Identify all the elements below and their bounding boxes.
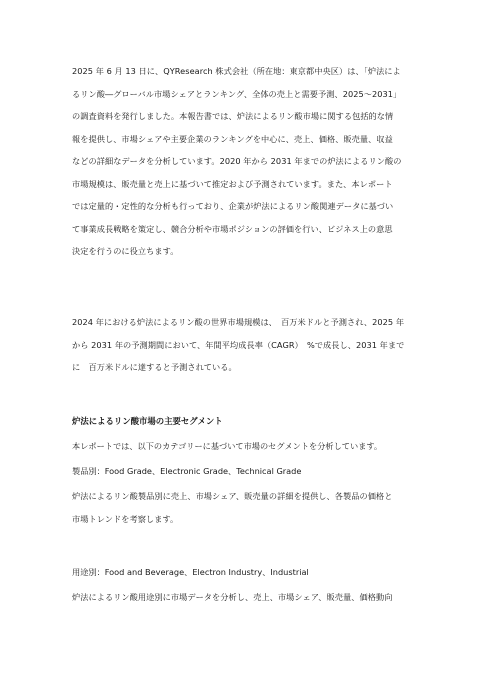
intro-paragraph bbox=[72, 60, 412, 263]
by-product-line: 製品別：Food Grade、Electronic Grade、Technical Grade bbox=[72, 466, 302, 476]
intro-line: 報を提供し、市場シェアや主要企業のランキングを中心に、売上、価格、販売量、収益 bbox=[72, 133, 393, 144]
intro-line: 2025 年 6 月 13 日に、QYResearch 株式会社（所在地：東京都中央区）は、「炉法によ bbox=[72, 66, 401, 76]
by-product-desc-line: 市場トレンドを考察します。 bbox=[72, 513, 179, 524]
segments-intro: 本レポートでは、以下のカテゴリーに基づいて市場のセグメントを分析しています。 bbox=[72, 441, 383, 451]
market-size-paragraph bbox=[72, 311, 412, 379]
by-product-description bbox=[72, 485, 412, 530]
by-application-description bbox=[72, 586, 412, 609]
segments-heading: 炉法によるリン酸市場の主要セグメント bbox=[72, 416, 223, 426]
intro-line: では定量的・定性的な分析も行っており、企業が炉法によるリン酸関連データに基づい bbox=[72, 201, 394, 211]
by-application-desc-line: 炉法によるリン酸用途別に市場データを分析し、売上、市場シェア、販売量、価格動向 bbox=[72, 592, 393, 602]
intro-line: の調査資料を発行しました。本報告書では、炉法によるリン酸市場に関する包括的な情 bbox=[72, 111, 394, 121]
market-size-line: 2024 年における炉法によるリン酸の世界市場規模は、 百万米ドルと予測され、2025 年 bbox=[72, 317, 405, 327]
intro-line: 決定を行うのに役立ちます。 bbox=[72, 246, 179, 256]
intro-line: るリン酸―グローバル市場シェアとランキング、全体の売上と需要予測、2025～2031」 bbox=[72, 88, 402, 99]
intro-line: て事業成長戦略を策定し、競合分析や市場ポジションの評価を行い、ビジネス上の意思 bbox=[72, 223, 393, 234]
by-product-desc-line: 炉法によるリン酸製品別に売上、市場シェア、販売量の詳細を提供し、各製品の価格と bbox=[72, 491, 393, 501]
market-size-line: に 百万米ドルに達すると予測されている。 bbox=[72, 362, 237, 372]
market-size-line: から 2031 年の予測期間において、年間平均成長率（CAGR） %で成長し、2031 年まで bbox=[72, 339, 405, 350]
by-application-line: 用途別：Food and Beverage、Electron Industry、Industrial bbox=[72, 567, 309, 577]
intro-line: 市場規模は、販売量と売上に基づいて推定および予測されています。また、本レポート bbox=[72, 178, 393, 189]
intro-line: などの詳細なデータを分析しています。2020 年から 2031 年までの炉法によるリン酸の bbox=[72, 156, 402, 166]
